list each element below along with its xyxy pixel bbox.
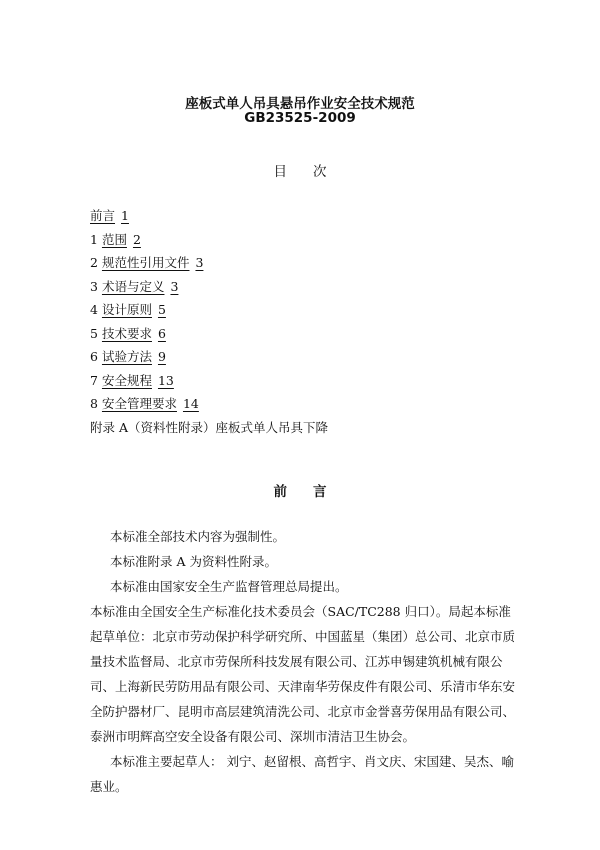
toc-link[interactable] [90,326,166,341]
toc-item-2[interactable] [90,255,328,279]
toc-page: 3 [195,255,204,270]
toc-page: 1 [121,208,129,223]
toc-page: 2 [132,231,141,247]
toc-page: 5 [157,302,166,317]
toc-number: 1 [90,231,98,247]
toc-page: 13 [157,372,174,388]
toc-label: 试验方法 [101,349,152,364]
toc-item-7[interactable] [90,373,328,397]
toc-heading: 目次 [273,164,353,180]
document-title: 座板式单人吊具悬吊作业安全技术规范 [185,96,415,112]
toc-number: 3 [90,278,98,294]
toc-page: 9 [157,349,166,364]
toc-page: 6 [157,325,166,341]
toc-link[interactable] [90,349,166,364]
toc-label: 范围 [101,231,127,247]
toc-item-6[interactable] [90,349,328,373]
foreword-heading: 前言 [273,484,353,500]
toc-item-4[interactable] [90,302,328,326]
toc-link[interactable] [90,255,203,270]
toc-link[interactable] [90,373,174,388]
foreword-paragraph: 本标准由国家安全生产监督管理总局提出。 [110,579,348,594]
toc-number: 8 [90,396,98,411]
toc-item-8[interactable] [90,396,328,420]
toc-page: 14 [182,396,199,411]
toc-number: 7 [90,372,98,388]
document-code: GB23525-2009 [244,110,356,126]
toc-appendix-label: 附录 A（资料性附录）座板式单人吊具下降 [90,419,329,435]
toc-label: 设计原则 [101,302,152,317]
toc-label: 术语与定义 [101,278,165,294]
toc-label: 技术要求 [101,325,152,341]
toc-link[interactable] [90,208,129,223]
toc-item-foreword[interactable] [90,208,328,232]
toc-number: 5 [90,325,98,341]
toc-item-1[interactable] [90,232,328,256]
foreword-paragraph: 本标准由全国安全生产标准化技术委员会（SAC/TC288 归口）。局起本标准起草单位：北京市劳动保护科学研究所、中国蓝星（集团）总公司、北京市质量技术监督局、北京市劳保所科技发展有限公司、江苏申锡建筑机械有限公司、上海新民劳防用品有限公司、天津南华劳保皮件有限公司、乐清市华东安全防护器材厂、昆明市高层建筑清洗公司、北京市金誉喜劳保用品有限公司、泰洲市明辉高空安全设备有限公司、深圳市清洁卫生协会。 [90,604,516,744]
toc-link[interactable] [90,232,141,247]
toc-link[interactable] [90,302,166,317]
toc-link[interactable] [90,396,199,411]
toc-item-5[interactable] [90,326,328,350]
toc-page: 3 [170,278,179,294]
foreword-paragraph: 本标准附录 A 为资料性附录。 [110,554,277,569]
foreword-body [90,524,520,799]
foreword-paragraph: 本标准主要起草人： 刘宁、赵留根、高哲宇、肖文庆、宋国建、吴杰、喻惠业。 [90,754,514,794]
toc-item-appendix [90,420,328,444]
toc-label: 安全管理要求 [101,396,177,411]
toc-label: 规范性引用文件 [101,255,190,270]
toc-item-3[interactable] [90,279,328,303]
toc-label: 安全规程 [101,372,152,388]
toc-number: 6 [90,349,98,364]
toc-link[interactable] [90,279,178,294]
toc-number: 4 [90,302,98,317]
table-of-contents [90,208,328,443]
foreword-paragraph: 本标准全部技术内容为强制性。 [110,529,286,544]
toc-number: 2 [90,255,98,270]
toc-label: 前言 [90,208,116,223]
